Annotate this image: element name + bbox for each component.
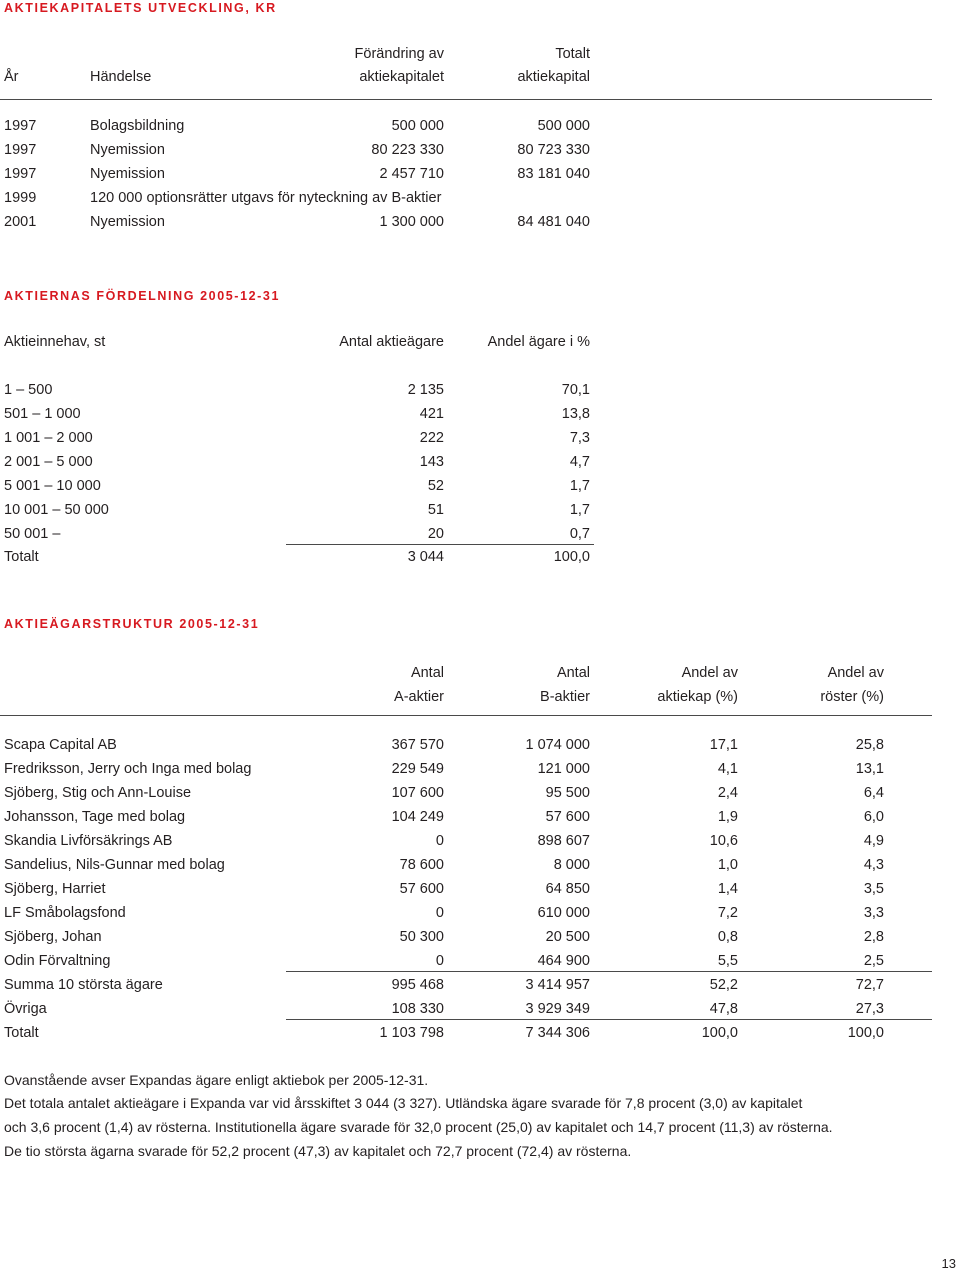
table-row-capital-pct: 7,2 xyxy=(717,905,738,921)
table-row-owner: Sandelius, Nils-Gunnar med bolag xyxy=(4,857,225,873)
footnote-line: Det totala antalet aktieägare i Expanda var vid årsskiftet 3 044 (3 327). Utländska ägare svarade för 7,8 procent (3,0) av kapitalet xyxy=(4,1095,803,1111)
table-row-year: 1999 xyxy=(4,190,37,206)
table-row-percent: 1,7 xyxy=(569,478,590,494)
table-row-owner: Scapa Capital AB xyxy=(4,737,117,753)
table-row-event: Nyemission xyxy=(90,166,165,182)
table-row-year: 2001 xyxy=(4,214,37,230)
table-row-votes-pct: 2,8 xyxy=(863,929,884,945)
table-row-owner: Övriga xyxy=(4,1001,47,1017)
table-row-b-shares: 57 600 xyxy=(545,809,590,825)
header-owner-percent: Andel ägare i % xyxy=(487,334,590,350)
table-row-count: 20 xyxy=(427,526,444,542)
header-capital-line2: aktiekap (%) xyxy=(657,689,738,705)
table-row-votes-pct: 4,3 xyxy=(863,857,884,873)
header-divider xyxy=(0,715,932,716)
table-row-votes-pct: 2,5 xyxy=(863,953,884,969)
total-percent: 100,0 xyxy=(553,549,590,565)
table-row-a-shares: 50 300 xyxy=(399,929,444,945)
table-row-capital-pct: 1,0 xyxy=(717,857,738,873)
table-row-a-shares: 57 600 xyxy=(399,881,444,897)
table-row-a-shares: 1 103 798 xyxy=(379,1025,444,1041)
total-divider xyxy=(286,1019,932,1020)
table-row-count: 143 xyxy=(419,454,444,470)
table-row-a-shares: 107 600 xyxy=(391,785,444,801)
table-row-owner: Sjöberg, Harriet xyxy=(4,881,106,897)
table-row-total: 84 481 040 xyxy=(517,214,590,230)
table-row-capital-pct: 100,0 xyxy=(701,1025,738,1041)
table-row-capital-pct: 2,4 xyxy=(717,785,738,801)
table-row-count: 2 135 xyxy=(407,382,444,398)
table-row-b-shares: 1 074 000 xyxy=(525,737,590,753)
table-row-range: 1 001 – 2 000 xyxy=(4,430,93,446)
table-row-votes-pct: 27,3 xyxy=(855,1001,884,1017)
total-label: Totalt xyxy=(4,549,39,565)
table-row-capital-pct: 47,8 xyxy=(709,1001,738,1017)
footnote-line: De tio största ägarna svarade för 52,2 procent (47,3) av kapitalet och 72,7 procent (72,4) av rösterna. xyxy=(4,1143,632,1159)
table-row-b-shares: 64 850 xyxy=(545,881,590,897)
header-shareholder-count: Antal aktieägare xyxy=(339,334,444,350)
table-row-total: 83 181 040 xyxy=(517,166,590,182)
table-row-range: 2 001 – 5 000 xyxy=(4,454,93,470)
table-row-percent: 1,7 xyxy=(569,502,590,518)
table-row-votes-pct: 6,4 xyxy=(863,785,884,801)
table-row-votes-pct: 3,5 xyxy=(863,881,884,897)
table-row-b-shares: 464 900 xyxy=(537,953,590,969)
table-row-b-shares: 8 000 xyxy=(553,857,590,873)
table-row-change: 1 300 000 xyxy=(379,214,444,230)
table-row-a-shares: 229 549 xyxy=(391,761,444,777)
table-row-range: 1 – 500 xyxy=(4,382,53,398)
table-row-count: 222 xyxy=(419,430,444,446)
table-row-owner: Totalt xyxy=(4,1025,39,1041)
table-row-year: 1997 xyxy=(4,142,37,158)
table-row-capital-pct: 10,6 xyxy=(709,833,738,849)
table-row-percent: 0,7 xyxy=(569,526,590,542)
table-row-owner: Odin Förvaltning xyxy=(4,953,111,969)
sum-divider xyxy=(286,971,932,972)
table-row-capital-pct: 5,5 xyxy=(717,953,738,969)
table-row-capital-pct: 52,2 xyxy=(709,977,738,993)
table-row-owner: Sjöberg, Johan xyxy=(4,929,102,945)
table-row-capital-pct: 4,1 xyxy=(717,761,738,777)
header-capital-line1: Andel av xyxy=(681,665,738,681)
table-row-range: 50 001 – xyxy=(4,526,61,542)
table-row-votes-pct: 3,3 xyxy=(863,905,884,921)
table-row-a-shares: 995 468 xyxy=(391,977,444,993)
table-row-votes-pct: 72,7 xyxy=(855,977,884,993)
table-row-count: 51 xyxy=(427,502,444,518)
table-row-capital-pct: 17,1 xyxy=(709,737,738,753)
footnote-line: och 3,6 procent (1,4) av rösterna. Institutionella ägare svarade för 32,0 procent (25,0) av kapitalet och 14,7 procent (11,3) av rösterna. xyxy=(4,1119,833,1135)
table-row-event: Bolagsbildning xyxy=(90,118,185,134)
page-number: 13 xyxy=(941,1256,956,1271)
table-row-range: 10 001 – 50 000 xyxy=(4,502,109,518)
table-row-a-shares: 78 600 xyxy=(399,857,444,873)
table-row-b-shares: 3 414 957 xyxy=(525,977,590,993)
table-row-b-shares: 7 344 306 xyxy=(525,1025,590,1041)
table-row-owner: Sjöberg, Stig och Ann-Louise xyxy=(4,785,192,801)
table-row-b-shares: 121 000 xyxy=(537,761,590,777)
table-row-a-shares: 0 xyxy=(435,905,444,921)
table-row-votes-pct: 6,0 xyxy=(863,809,884,825)
footnote-line: Ovanstående avser Expandas ägare enligt aktiebok per 2005-12-31. xyxy=(4,1072,429,1088)
header-b-shares-line1: Antal xyxy=(556,665,590,681)
table-row-b-shares: 610 000 xyxy=(537,905,590,921)
table-row-change: 2 457 710 xyxy=(379,166,444,182)
header-a-shares-line2: A-aktier xyxy=(394,689,444,705)
table-row-a-shares: 0 xyxy=(435,953,444,969)
table-row-percent: 70,1 xyxy=(561,382,590,398)
header-votes-line2: röster (%) xyxy=(820,689,884,705)
section-title-distribution: AKTIERNAS FÖRDELNING 2005-12-31 xyxy=(4,289,281,303)
header-change-line2: aktiekapitalet xyxy=(359,69,444,85)
table-row-b-shares: 20 500 xyxy=(545,929,590,945)
total-count: 3 044 xyxy=(407,549,444,565)
table-row-votes-pct: 13,1 xyxy=(855,761,884,777)
table-row-a-shares: 0 xyxy=(435,833,444,849)
table-row-percent: 4,7 xyxy=(569,454,590,470)
table-row-capital-pct: 0,8 xyxy=(717,929,738,945)
header-divider xyxy=(0,99,932,100)
table-row-range: 5 001 – 10 000 xyxy=(4,478,101,494)
header-year: År xyxy=(4,69,19,85)
table-row-year: 1997 xyxy=(4,166,37,182)
header-change-line1: Förändring av xyxy=(354,46,444,62)
table-row-b-shares: 898 607 xyxy=(537,833,590,849)
table-row-event: Nyemission xyxy=(90,214,165,230)
header-total-line2: aktiekapital xyxy=(517,69,590,85)
table-row-year: 1997 xyxy=(4,118,37,134)
header-total-line1: Totalt xyxy=(555,46,590,62)
table-row-count: 421 xyxy=(419,406,444,422)
table-row-capital-pct: 1,4 xyxy=(717,881,738,897)
table-row-votes-pct: 4,9 xyxy=(863,833,884,849)
table-row-a-shares: 367 570 xyxy=(391,737,444,753)
table-row-votes-pct: 25,8 xyxy=(855,737,884,753)
table-row-count: 52 xyxy=(427,478,444,494)
table-row-change: 80 223 330 xyxy=(371,142,444,158)
table-row-owner: Skandia Livförsäkrings AB xyxy=(4,833,173,849)
table-row-total: 500 000 xyxy=(537,118,590,134)
header-a-shares-line1: Antal xyxy=(410,665,444,681)
table-row-percent: 7,3 xyxy=(569,430,590,446)
header-votes-line1: Andel av xyxy=(827,665,884,681)
header-b-shares-line2: B-aktier xyxy=(540,689,590,705)
table-row-owner: LF Småbolagsfond xyxy=(4,905,126,921)
header-event: Händelse xyxy=(90,69,152,85)
table-row-range: 501 – 1 000 xyxy=(4,406,81,422)
table-row-owner: Fredriksson, Jerry och Inga med bolag xyxy=(4,761,252,777)
table-row-a-shares: 108 330 xyxy=(391,1001,444,1017)
header-holding: Aktieinnehav, st xyxy=(4,334,106,350)
table-row-event: Nyemission xyxy=(90,142,165,158)
table-row-votes-pct: 100,0 xyxy=(847,1025,884,1041)
table-row-event: 120 000 optionsrätter utgavs för nyteckning av B-aktier xyxy=(90,190,442,206)
table-row-b-shares: 95 500 xyxy=(545,785,590,801)
table-row-b-shares: 3 929 349 xyxy=(525,1001,590,1017)
section-title-ownership: AKTIEÄGARSTRUKTUR 2005-12-31 xyxy=(4,617,260,631)
table-row-total: 80 723 330 xyxy=(517,142,590,158)
total-divider xyxy=(286,544,594,545)
table-row-change: 500 000 xyxy=(391,118,444,134)
table-row-percent: 13,8 xyxy=(561,406,590,422)
table-row-a-shares: 104 249 xyxy=(391,809,444,825)
table-row-owner: Summa 10 största ägare xyxy=(4,977,163,993)
table-row-owner: Johansson, Tage med bolag xyxy=(4,809,186,825)
section-title-share-capital: AKTIEKAPITALETS UTVECKLING, KR xyxy=(4,1,277,15)
table-row-capital-pct: 1,9 xyxy=(717,809,738,825)
